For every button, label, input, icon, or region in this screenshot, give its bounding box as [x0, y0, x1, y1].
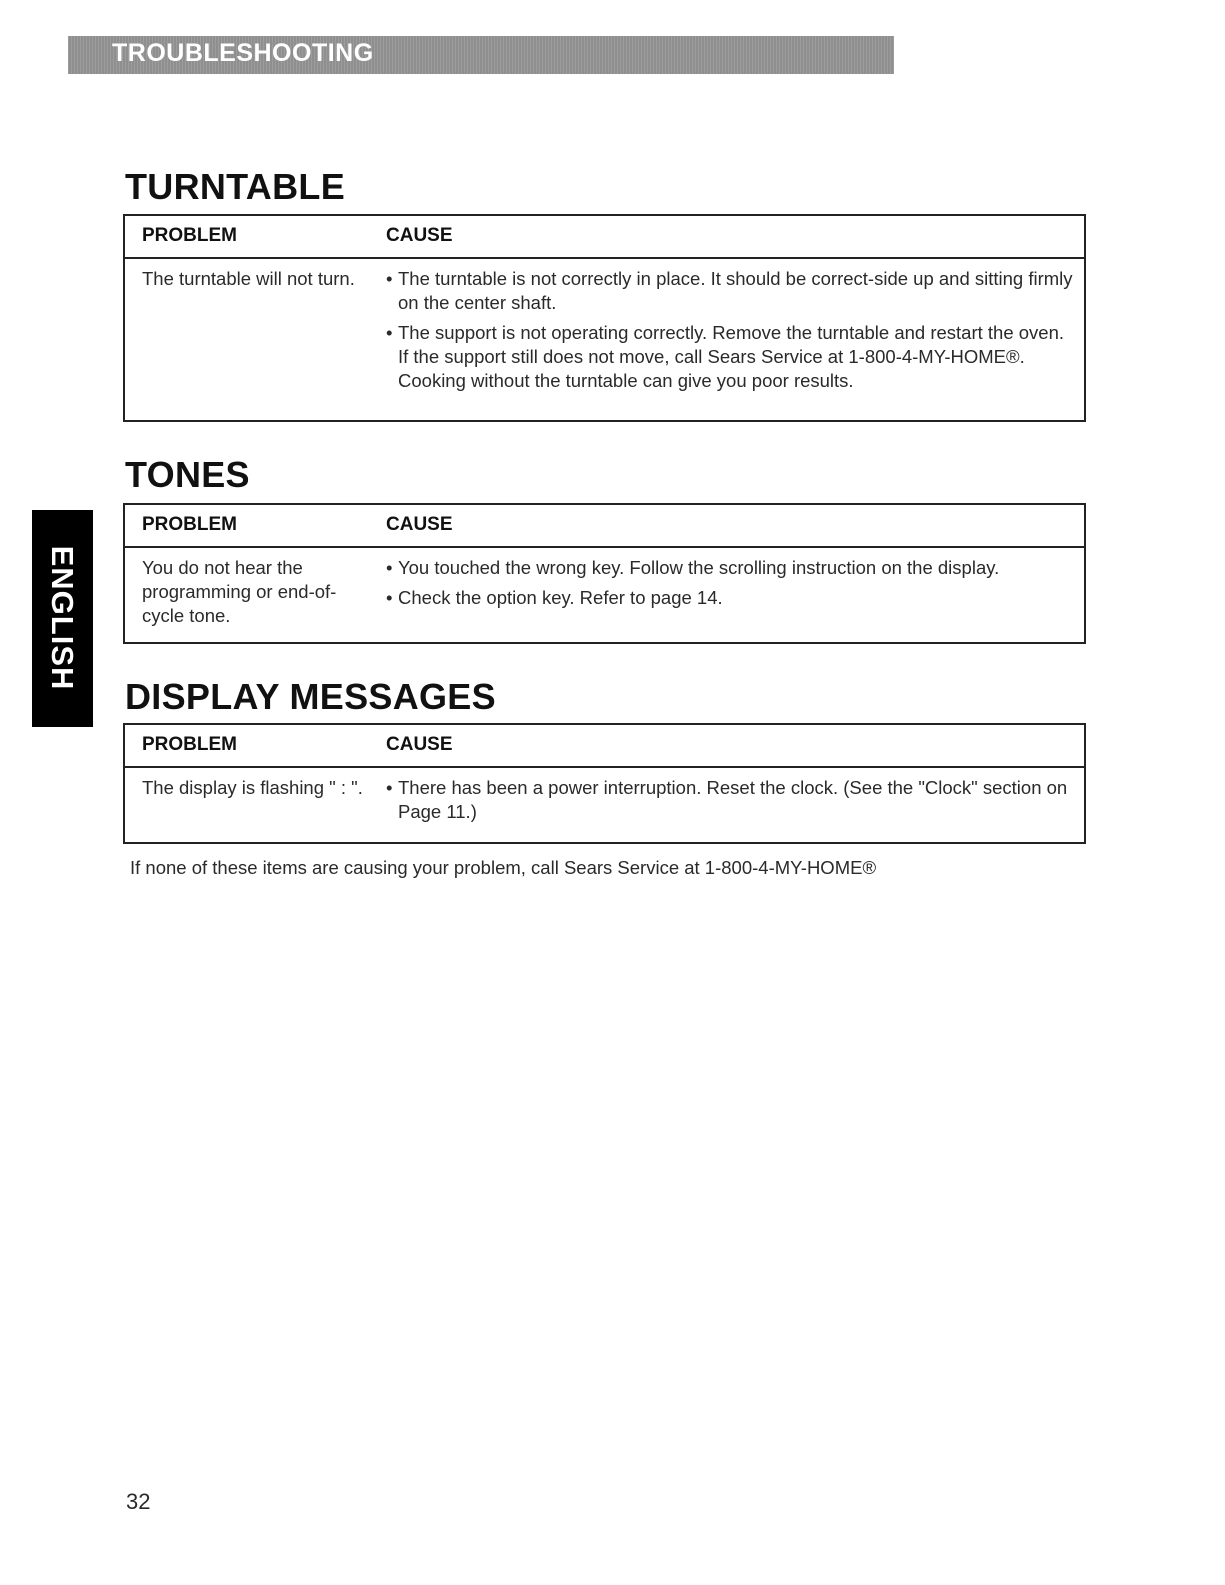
cause-text: There has been a power interruption. Reset the clock. (See the "Clock" section on Page 11.) — [398, 777, 1068, 822]
cause-text: You touched the wrong key. Follow the scrolling instruction on the display. — [398, 557, 1000, 578]
tones-table — [123, 503, 1086, 644]
cause-item — [386, 776, 1076, 824]
cause-text: Check the option key. Refer to page 14. — [398, 587, 723, 608]
cause-item — [386, 321, 1076, 393]
section-header-band — [68, 36, 894, 74]
problem-text: The display is flashing " : ". — [142, 777, 363, 798]
problem-column-header: PROBLEM — [142, 225, 237, 246]
bullet-icon: • — [386, 322, 393, 343]
display-messages-title: DISPLAY MESSAGES — [125, 676, 496, 717]
cause-item — [386, 586, 1076, 610]
cause-text: The turntable is not correctly in place. It should be correct-side up and sitting firmly on the center shaft. — [398, 268, 1073, 313]
cause-item — [386, 267, 1076, 315]
footer-note: If none of these items are causing your problem, call Sears Service at 1-800-4-MY-HOME® — [130, 857, 877, 878]
cause-column-header: CAUSE — [386, 734, 453, 755]
tones-table-header — [125, 505, 1084, 548]
turntable-table — [123, 214, 1086, 422]
problem-column-header: PROBLEM — [142, 734, 237, 755]
cause-list — [386, 776, 1076, 830]
problem-text: The turntable will not turn. — [142, 268, 355, 289]
tones-title: TONES — [125, 454, 250, 495]
language-side-tab-label: ENGLISH — [45, 545, 80, 691]
turntable-title: TURNTABLE — [125, 166, 346, 207]
cause-column-header: CAUSE — [386, 225, 453, 246]
turntable-table-header — [125, 216, 1084, 259]
cause-list — [386, 556, 1076, 616]
bullet-icon: • — [386, 777, 393, 798]
cause-list — [386, 267, 1076, 399]
problem-column-header: PROBLEM — [142, 514, 237, 535]
bullet-icon: • — [386, 557, 393, 578]
display-messages-table-header — [125, 725, 1084, 768]
cause-column-header: CAUSE — [386, 514, 453, 535]
section-header-title: TROUBLESHOOTING — [112, 39, 374, 67]
problem-text: You do not hear the programming or end-of-cycle tone. — [142, 557, 337, 626]
page-number: 32 — [126, 1489, 151, 1514]
bullet-icon: • — [386, 268, 393, 289]
display-messages-table — [123, 723, 1086, 844]
cause-item — [386, 556, 1076, 580]
language-side-tab — [32, 510, 93, 727]
bullet-icon: • — [386, 587, 393, 608]
cause-text: The support is not operating correctly. Remove the turntable and restart the oven. If the support still does not move, call Sears Service at 1-800-4-MY-HOME®. Cooking without the turntable can give you poor results. — [398, 322, 1065, 391]
